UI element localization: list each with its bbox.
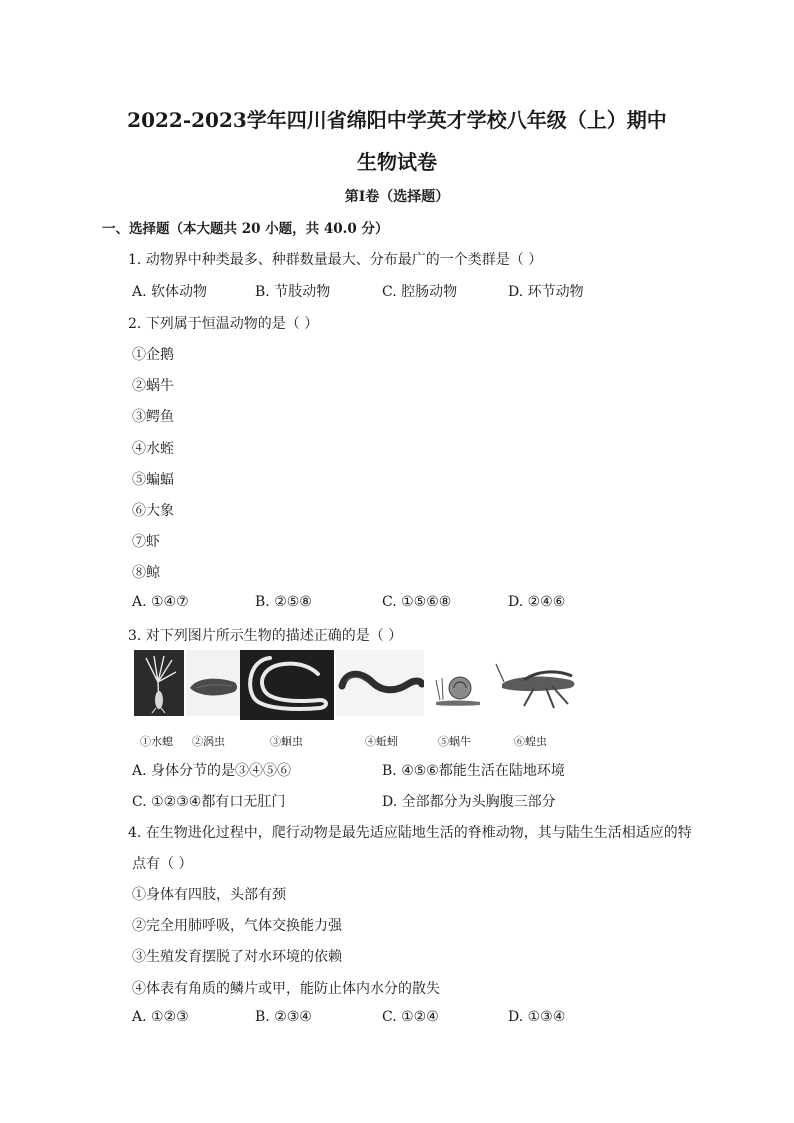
q2-option-b[interactable]: B. ②⑤⑧	[255, 594, 312, 610]
q2-item: ⑥大象	[132, 503, 174, 519]
hydra-image	[134, 650, 184, 716]
q2-item: ①企鹅	[132, 347, 174, 363]
q2-item: ⑧鲸	[132, 565, 160, 581]
caption-hydra: ①水螅	[140, 735, 173, 748]
q2-option-a[interactable]: A. ①④⑦	[132, 594, 189, 610]
q2-item: ④水蛭	[132, 441, 174, 457]
q1-stem: 1. 动物界中种类最多、种群数量最大、分布最广的一个类群是（ ）	[128, 252, 543, 268]
exam-title-line1: 2022-2023学年四川省绵阳中学英才学校八年级（上）期中	[127, 108, 667, 132]
q3-option-b[interactable]: B. ④⑤⑥都能生活在陆地环境	[382, 763, 565, 779]
q3-stem: 3. 对下列图片所示生物的描述正确的是（ ）	[128, 628, 403, 644]
q1-option-a[interactable]: A. 软体动物	[132, 284, 208, 300]
earthworm-image	[336, 650, 424, 716]
q2-option-d[interactable]: D. ②④⑥	[508, 594, 566, 610]
q2-option-c[interactable]: C. ①⑤⑥⑧	[382, 594, 452, 610]
caption-planarian: ②涡虫	[192, 735, 225, 748]
q4-item: ③生殖发育摆脱了对水环境的依赖	[132, 949, 342, 965]
q3-option-c[interactable]: C. ①②③④都有口无肛门	[132, 794, 286, 810]
q4-item: ①身体有四肢，头部有颈	[132, 887, 286, 903]
q4-option-b[interactable]: B. ②③④	[255, 1009, 312, 1025]
q1-option-b[interactable]: B. 节肢动物	[255, 284, 331, 300]
q1-option-c[interactable]: C. 腔肠动物	[382, 284, 458, 300]
caption-grasshopper: ⑥蝗虫	[514, 735, 547, 748]
q3-image-captions	[132, 733, 582, 749]
section-heading: 一、选择题（本大题共 20 小题，共 40.0 分）	[102, 221, 389, 237]
q4-stem-line1: 4. 在生物进化过程中，爬行动物是最先适应陆地生活的脊椎动物，其与陆生生活相适应的特	[128, 825, 692, 841]
q2-item: ③鳄鱼	[132, 409, 174, 425]
q1-option-d[interactable]: D. 环节动物	[508, 284, 584, 300]
exam-title-line2: 生物试卷	[357, 150, 437, 174]
q2-stem: 2. 下列属于恒温动物的是（ ）	[128, 316, 319, 332]
q4-item: ②完全用肺呼吸，气体交换能力强	[132, 918, 342, 934]
q4-option-d[interactable]: D. ①③④	[508, 1009, 566, 1025]
caption-roundworm: ③蛔虫	[270, 735, 303, 748]
volume-heading: 第Ⅰ卷（选择题）	[344, 189, 450, 205]
q2-item: ⑤蝙蝠	[132, 472, 174, 488]
q4-option-a[interactable]: A. ①②③	[132, 1009, 189, 1025]
q3-option-d[interactable]: D. 全部都分为头胸腹三部分	[382, 794, 556, 810]
q4-item: ④体表有角质的鳞片或甲，能防止体内水分的散失	[132, 981, 440, 997]
grasshopper-image	[494, 650, 580, 716]
q4-stem-line2: 点有（ ）	[132, 856, 193, 872]
caption-earthworm: ④蚯蚓	[365, 735, 398, 748]
q3-option-a[interactable]: A. 身体分节的是③④⑤⑥	[132, 763, 292, 779]
roundworm-image	[240, 650, 334, 720]
q2-item: ⑦虾	[132, 534, 160, 550]
q4-option-c[interactable]: C. ①②④	[382, 1009, 439, 1025]
caption-snail: ⑤蜗牛	[438, 735, 471, 748]
planarian-image	[186, 650, 240, 716]
snail-image	[430, 650, 486, 716]
q3-organism-images	[132, 650, 582, 722]
q2-item: ②蜗牛	[132, 378, 174, 394]
